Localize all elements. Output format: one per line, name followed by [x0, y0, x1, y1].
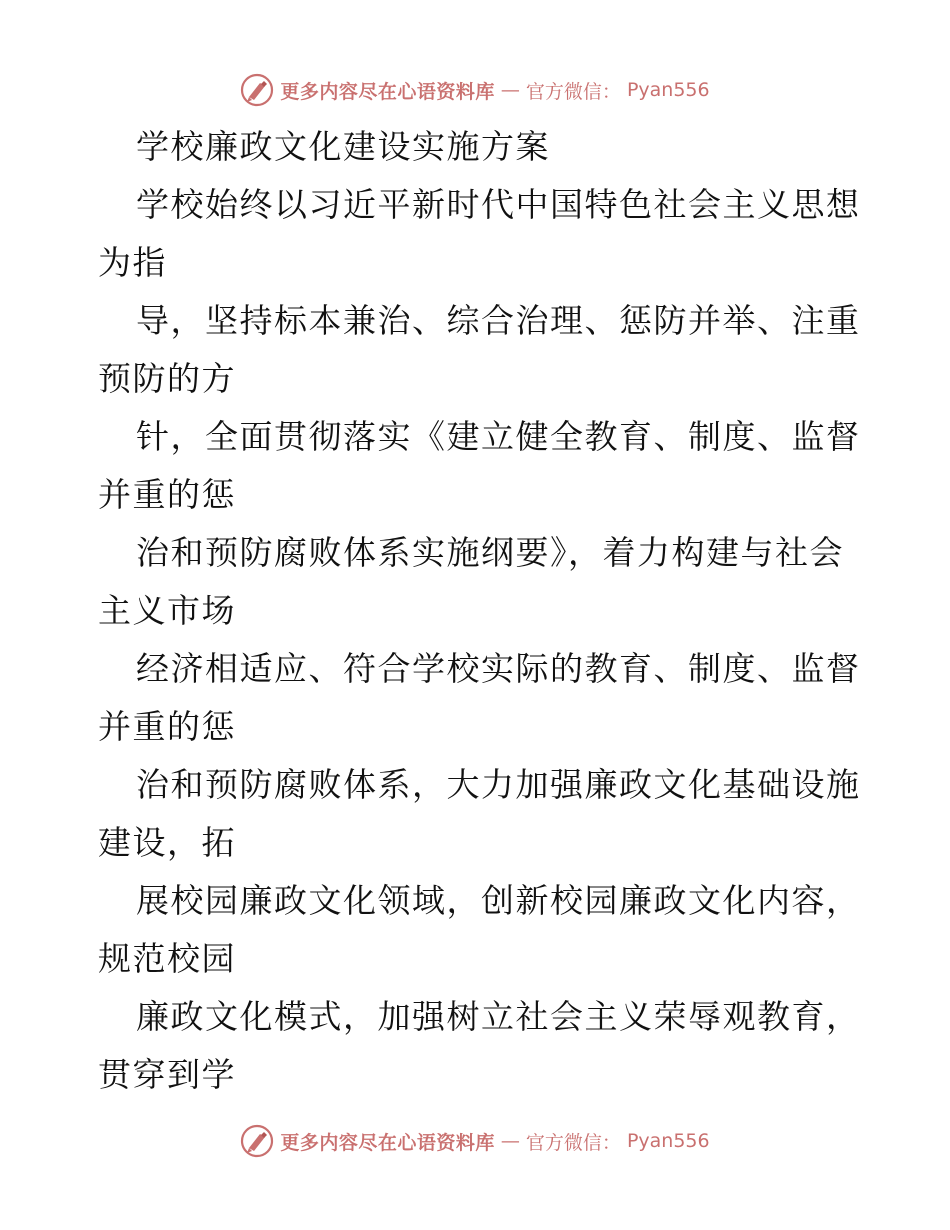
watermark-dash: — — [500, 1130, 520, 1152]
body-text-line: 经济相适应、符合学校实际的教育、制度、监督 — [136, 649, 861, 688]
body-text-line: 导，坚持标本兼治、综合治理、惩防并举、注重 — [136, 301, 861, 340]
body-text-line: 学校始终以习近平新时代中国特色社会主义思想 — [136, 185, 861, 224]
header-watermark — [0, 72, 950, 108]
body-text-line: 贯穿到学 — [98, 1055, 236, 1094]
watermark-main-text: 更多内容尽在心语资料库 — [280, 80, 495, 103]
body-text-line: 并重的惩 — [98, 707, 236, 746]
document-title: 学校廉政文化建设实施方案 — [136, 127, 550, 166]
watermark-sub-text: 官方微信： — [525, 1131, 621, 1154]
body-text-line: 廉政文化模式，加强树立社会主义荣辱观教育， — [136, 997, 861, 1036]
body-text-line: 建设，拓 — [98, 823, 236, 862]
body-text-line: 为指 — [98, 243, 167, 282]
watermark-account-id: Pyan556 — [626, 1130, 710, 1152]
watermark-account-id: Pyan556 — [626, 79, 710, 101]
body-text-line: 并重的惩 — [98, 475, 236, 514]
body-text-line: 预防的方 — [98, 359, 236, 398]
footer-watermark — [0, 1123, 950, 1159]
document-body — [98, 118, 861, 1104]
watermark-main-text: 更多内容尽在心语资料库 — [280, 1131, 495, 1154]
watermark-sub-text: 官方微信： — [525, 80, 621, 103]
body-text-line: 治和预防腐败体系，大力加强廉政文化基础设施 — [136, 765, 861, 804]
pen-logo-icon — [240, 1124, 274, 1158]
body-text-line: 规范校园 — [98, 939, 236, 978]
body-text-line: 治和预防腐败体系实施纲要》，着力构建与社会 — [136, 533, 844, 572]
watermark-dash: — — [500, 79, 520, 101]
body-text-line: 主义市场 — [98, 591, 236, 630]
body-text-line: 针，全面贯彻落实《建立健全教育、制度、监督 — [136, 417, 861, 456]
pen-logo-icon — [240, 73, 274, 107]
body-text-line: 展校园廉政文化领域，创新校园廉政文化内容， — [136, 881, 861, 920]
